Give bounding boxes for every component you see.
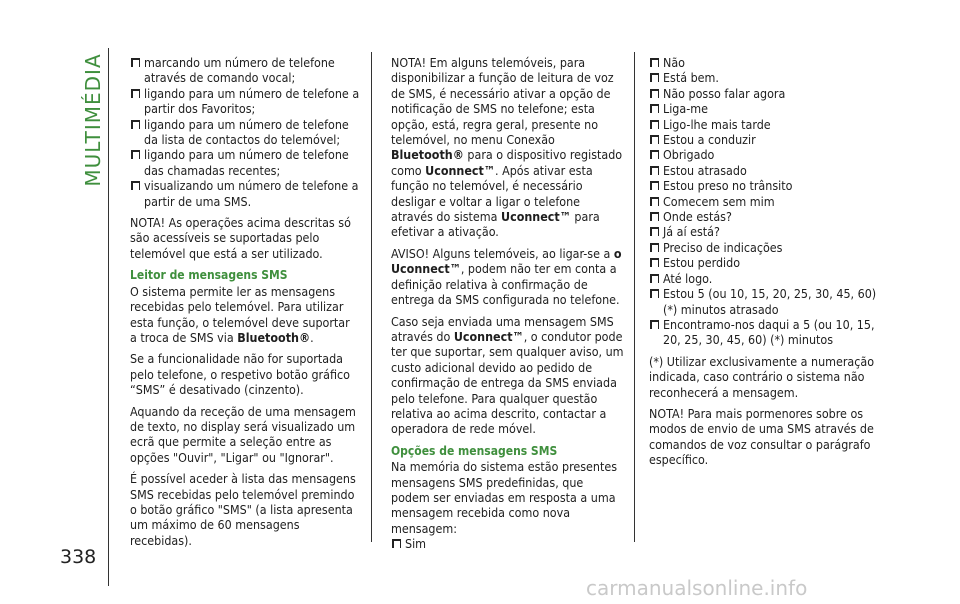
body-paragraph: Caso seja enviada uma mensagem SMS através do Uconnect™, o condutor pode ter que suportar, sem qualquer aviso, um custo adicional devido ao pedido de confirmação de entrega da SMS enviada pelo telefone. Para qualquer questão relativa ao acima descrito, contactar a operadora de rede móvel.	[391, 313, 624, 437]
bullet-item: ligando para um número de telefone a partir dos Favoritos;	[130, 86, 360, 117]
bullet-item: Sim	[391, 536, 625, 551]
bullet-item: visualizando um número de telefone a partir de uma SMS.	[130, 178, 360, 209]
body-paragraph: Se a funcionalidade não for suportada pelo telefone, o respetivo botão gráfico “SMS” é desativado (cinzento).	[130, 351, 350, 398]
bullet-item: Ligo-lhe mais tarde	[649, 117, 885, 132]
bullet-item: Não	[649, 55, 885, 70]
section-title-text: MULTIMÉDIA	[81, 53, 105, 187]
side-divider	[108, 48, 109, 586]
bullet-item: Estou 5 (ou 10, 15, 20, 25, 30, 45, 60) (*) minutos atrasado	[649, 286, 885, 317]
watermark: carmanualsonline.info	[586, 576, 808, 600]
bullet-item: Encontramo-nos daqui a 5 (ou 10, 15, 20, 25, 30, 45, 60) (*) minutos	[649, 317, 885, 348]
note-paragraph: NOTA! Para mais pormenores sobre os modos de envio de uma SMS através de comandos de voz consultar o parágrafo específico.	[649, 405, 874, 468]
bullet-item: ligando para um número de telefone da lista de contactos do telemóvel;	[130, 117, 360, 148]
bullet-item: Está bem.	[649, 70, 885, 85]
bullet-item: Estou perdido	[649, 255, 885, 270]
body-paragraph: O sistema permite ler as mensagens recebidas pelo telemóvel. Para utilizar esta função, o telemóvel deve suportar a troca de SMS via Bluetooth®.	[130, 283, 350, 345]
bullet-item: Preciso de indicações	[649, 240, 885, 255]
bullet-item: Liga-me	[649, 101, 885, 116]
bullet-item: Não posso falar agora	[649, 86, 885, 101]
bullet-item: Estou atrasado	[649, 163, 885, 178]
bullet-item: Estou preso no trânsito	[649, 178, 885, 193]
body-paragraph: Aquando da receção de uma mensagem de texto, no display será visualizado um ecrã que permite a seleção entre as opções "Ouvir", "Ligar" ou "Ignorar".	[130, 403, 356, 465]
column-2	[391, 55, 625, 552]
section-heading: Opções de mensagens SMS	[391, 443, 558, 458]
bullet-item: Comecem sem mim	[649, 194, 885, 209]
note-paragraph: NOTA! Em alguns telemóveis, para disponibilizar a função de leitura de voz de SMS, é necessário ativar a opção de notificação de SMS no telefone; esta opção, está, regra geral, presente no telemóvel, no menu Conexão Bluetooth® para o dispositivo registado como Uconnect™. Após ativar esta função no telemóvel, é necessário desligar e voltar a ligar o telefone através do sistema Uconnect™ para efetivar a ativação.	[391, 55, 623, 240]
note-paragraph: NOTA! As operações acima descritas só são acessíveis se suportadas pelo telemóvel que está a ser utilizado.	[130, 215, 351, 261]
column-divider-2	[634, 52, 635, 542]
column-divider-1	[371, 52, 372, 542]
column-1	[130, 55, 360, 548]
body-paragraph: É possível aceder à lista das mensagens SMS recebidas pelo telemóvel premindo o botão gráfico "SMS" (a lista apresenta um máximo de 60 mensagens recebidas).	[130, 471, 356, 548]
warning-paragraph: AVISO! Alguns telemóveis, ao ligar-se a o Uconnect™, podem não ter em conta a definição relativa à confirmação de entrega da SMS configurada no telefone.	[391, 245, 622, 308]
body-paragraph: Na memória do sistema estão presentes mensagens SMS predefinidas, que podem ser enviadas em resposta a uma mensagem recebida como nova mensagem:	[391, 459, 618, 536]
page-number: 338	[60, 546, 97, 568]
section-title	[78, 48, 108, 192]
bullet-item: Obrigado	[649, 147, 885, 162]
section-heading: Leitor de mensagens SMS	[130, 268, 288, 283]
column-3	[649, 55, 885, 468]
bullet-item: Já aí está?	[649, 224, 885, 239]
bullet-item: Estou a conduzir	[649, 132, 885, 147]
footnote-paragraph: (*) Utilizar exclusivamente a numeração indicada, caso contrário o sistema não reconhecerá a mensagem.	[649, 353, 875, 400]
bullet-item: Onde estás?	[649, 209, 885, 224]
bullet-item: marcando um número de telefone através de comando vocal;	[130, 55, 360, 86]
bullet-item: Até logo.	[649, 271, 885, 286]
bullet-item: ligando para um número de telefone das chamadas recentes;	[130, 147, 360, 178]
